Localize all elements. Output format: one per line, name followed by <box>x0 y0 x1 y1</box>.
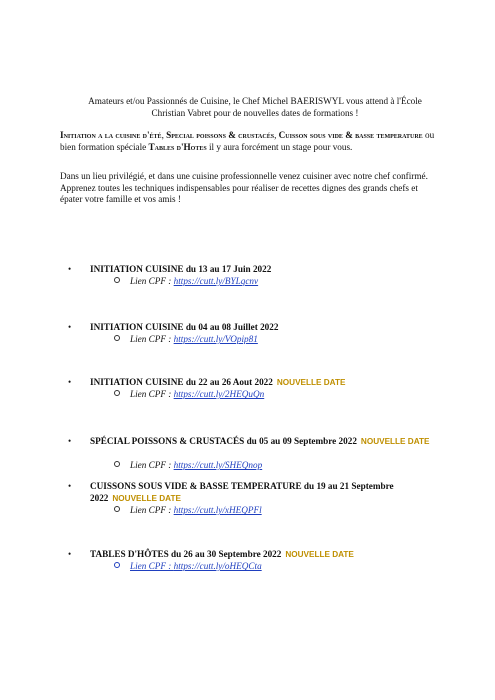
bullet-icon: • <box>68 264 72 274</box>
cpf-line <box>114 389 264 401</box>
cpf-label: Lien CPF : <box>130 334 174 344</box>
circle-bullet-icon <box>114 562 120 568</box>
training-title-text: TABLES D'HÔTES du 26 au 30 Septembre 2022 <box>90 549 282 559</box>
bullet-icon: • <box>68 377 72 387</box>
highlight-poissons: Special poissons & crustacés <box>166 130 275 140</box>
bullet-icon: • <box>68 322 72 332</box>
highlight-cuisson: Cuisson sous vide & basse temperature <box>278 130 423 140</box>
training-title-text: INITIATION CUISINE du 04 au 08 Juillet 2022 <box>90 322 279 332</box>
cpf-label: Lien CPF : <box>130 460 174 470</box>
training-title-text: INITIATION CUISINE du 22 au 26 Aout 2022 <box>90 377 273 387</box>
description-paragraph: Dans un lieu privilégié, et dans une cuisine professionnelle venez cuisiner avec notre chef confirmé. Apprenez toutes les techniques indispensables pour réaliser de recettes dignes des grands chefs et épater votre famille et vos amis ! <box>60 171 428 205</box>
highlight-initiation: Initiation a la cuisine d'été <box>60 130 162 140</box>
new-date-badge: NOUVELLE DATE <box>112 493 181 503</box>
circle-bullet-icon <box>114 277 120 283</box>
cpf-link[interactable]: https://cutt.ly/SHEQnop <box>173 460 263 470</box>
training-title-text: SPÉCIAL POISSONS & CRUSTACÉS du 05 au 09 Septembre 2022 <box>90 436 357 446</box>
training-title-text: CUISSONS SOUS VIDE & BASSE TEMPERATURE du 19 au 21 Septembre 2022 <box>90 481 394 503</box>
intro-line-1: Amateurs et/ou Passionnés de Cuisine, le Chef Michel BAERISWYL vous attend à l'École <box>88 96 422 106</box>
intro-paragraph <box>80 96 430 119</box>
highlight-mid-text: ou bien formation spéciale <box>60 130 435 152</box>
training-title <box>90 377 450 389</box>
circle-bullet-icon <box>114 335 120 341</box>
circle-bullet-icon <box>114 390 120 396</box>
cpf-link[interactable]: https://cutt.ly/xHEQPFl <box>173 505 262 515</box>
bullet-icon: • <box>68 436 72 446</box>
cpf-link[interactable]: https://cutt.ly/BYLqcnv <box>173 276 259 286</box>
training-title <box>90 264 450 276</box>
cpf-link[interactable]: https://cutt.ly/VOpip81 <box>173 334 258 344</box>
circle-bullet-icon <box>114 506 120 512</box>
cpf-line <box>114 276 258 288</box>
intro-line-2: Christian Vabret pour de nouvelles dates de formations ! <box>151 107 359 118</box>
training-title <box>90 436 450 448</box>
circle-bullet-icon <box>114 461 120 467</box>
cpf-link[interactable]: https://cutt.ly/oHEQCta <box>173 561 262 571</box>
new-date-badge: NOUVELLE DATE <box>360 437 430 446</box>
training-title <box>90 481 450 504</box>
highlight-sep-2: , <box>274 130 279 140</box>
training-title <box>90 322 450 334</box>
bullet-icon: • <box>68 549 72 559</box>
training-title <box>90 549 450 561</box>
cpf-link[interactable]: https://cutt.ly/2HEQuQn <box>173 389 265 399</box>
cpf-label: Lien CPF : <box>130 389 174 399</box>
cpf-line <box>114 561 262 573</box>
highlight-tables: Tables d'Hotes <box>148 141 207 152</box>
cpf-line <box>114 505 262 517</box>
new-date-badge: NOUVELLE DATE <box>285 550 354 559</box>
highlight-tail-text: il y aura forcément un stage pour vous. <box>206 141 353 152</box>
cpf-label: Lien CPF : <box>130 276 174 286</box>
cpf-label: Lien CPF : <box>130 561 174 571</box>
bullet-icon: • <box>68 481 72 491</box>
cpf-line <box>114 334 258 346</box>
training-title-text: INITIATION CUISINE du 13 au 17 Juin 2022 <box>90 264 272 274</box>
new-date-badge: NOUVELLE DATE <box>276 378 346 387</box>
cpf-label: Lien CPF : <box>130 505 174 515</box>
highlights-paragraph <box>60 130 438 153</box>
highlight-sep-1: , <box>161 130 167 140</box>
cpf-line <box>114 460 262 472</box>
